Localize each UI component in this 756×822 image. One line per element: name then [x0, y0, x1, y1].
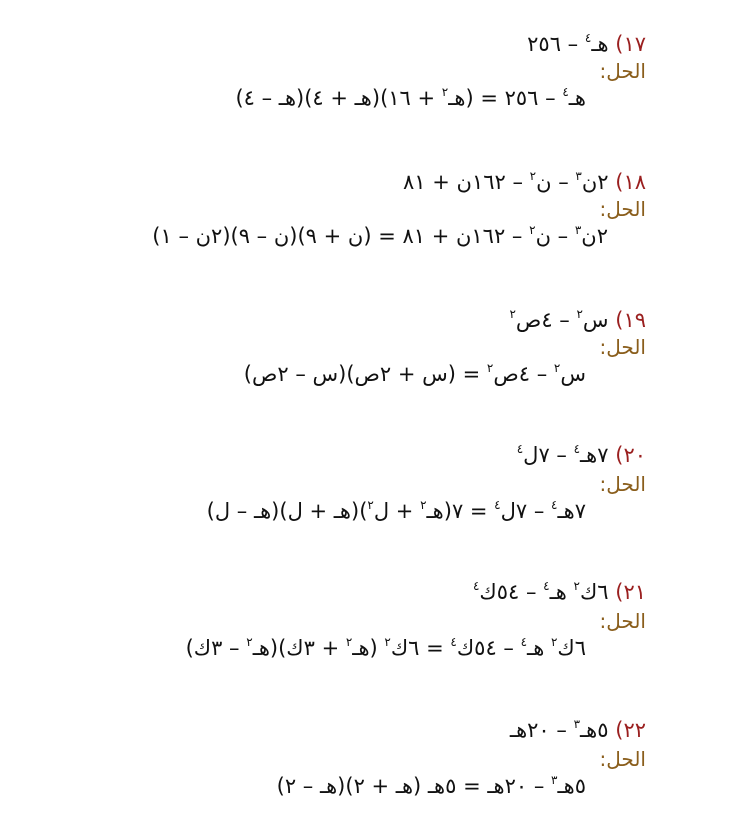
solution-label: الحل:: [599, 335, 646, 359]
question-expression: س$^٢$ – ٤ص$^٢$: [509, 307, 609, 332]
problem-number: ١٧): [615, 32, 646, 56]
answer-expression: س$^٢$ – ٤ص$^٢$ = (س + ٢ص)(س – ٢ص): [243, 361, 586, 386]
problem-number: ١٩): [615, 308, 646, 332]
question-expression: ٢ن$^٣$ – ن$^٢$ – ١٦٢ن + ٨١: [403, 169, 609, 194]
answer-expression: هـ$^٤$ – ٢٥٦ = (هـ$^٢$ + ١٦)(هـ + ٤)(هـ – ٤): [235, 85, 586, 110]
answer-expression: ٥هـ$^٣$ – ٢٠هـ = ٥هـ (هـ + ٢)(هـ – ٢): [276, 773, 586, 798]
question-line: [509, 307, 646, 332]
question-line: [403, 169, 646, 194]
question-line: [527, 31, 646, 56]
answer-expression: ٢ن$^٣$ – ن$^٢$ – ١٦٢ن + ٨١ = (ن + ٩)(ن – ٩)(٢ن – ١): [152, 223, 608, 248]
question-line: [472, 579, 646, 604]
solution-label: الحل:: [599, 59, 646, 83]
question-line: [509, 717, 646, 742]
answer-expression: ٦ك$^٢$ هـ$^٤$ – ٥٤ك$^٤$ = ٦ك$^٢$ (هـ$^٢$ + ٣ك)(هـ$^٢$ – ٣ك): [185, 635, 586, 660]
solution-label: الحل:: [599, 609, 646, 633]
question-line: [516, 442, 646, 467]
problem-number: ٢٠): [615, 443, 646, 467]
question-expression: ٧هـ$^٤$ – ٧ل$^٤$: [516, 442, 609, 467]
solution-label: الحل:: [599, 472, 646, 496]
problem-number: ٢٢): [615, 718, 646, 742]
solution-label: الحل:: [599, 197, 646, 221]
solution-label: الحل:: [599, 747, 646, 771]
question-expression: ٥هـ$^٣$ – ٢٠هـ: [509, 717, 609, 742]
question-expression: ٦ك$^٢$ هـ$^٤$ – ٥٤ك$^٤$: [472, 579, 609, 604]
question-expression: هـ$^٤$ – ٢٥٦: [527, 31, 609, 56]
problem-number: ٢١): [615, 580, 646, 604]
problem-number: ١٨): [615, 170, 646, 194]
answer-expression: ٧هـ$^٤$ – ٧ل$^٤$ = ٧(هـ$^٢$ + ل$^٢$)(هـ + ل)(هـ – ل): [206, 498, 586, 523]
